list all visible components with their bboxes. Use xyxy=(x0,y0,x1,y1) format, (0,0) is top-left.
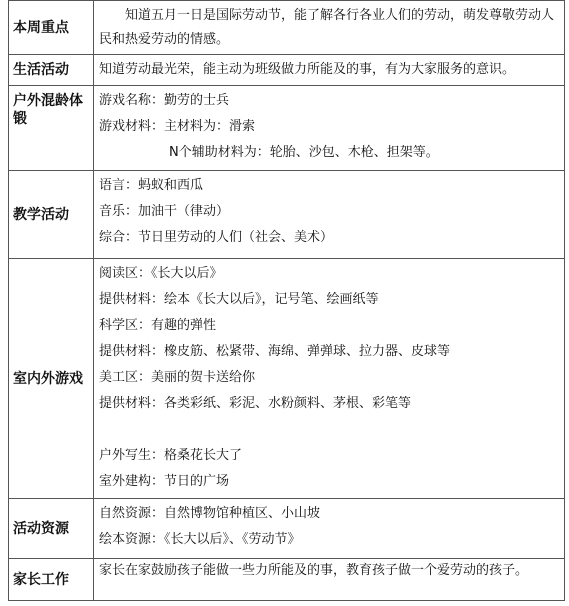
label-teaching: 教学活动 xyxy=(9,171,94,259)
games-blank-line xyxy=(99,417,560,443)
parents-text: 家长在家鼓励孩子能做一些力所能及的事，教育孩子做一个爱劳动的孩子。 xyxy=(99,563,529,578)
games-line-1: 阅读区：《长大以后》 xyxy=(99,266,223,281)
teaching-line-3: 综合：节日里劳动的人们（社会、美术） xyxy=(99,230,334,245)
content-outdoor xyxy=(94,86,565,171)
resources-line-2: 绘本资源：《长大以后》、《劳动节》 xyxy=(99,532,301,547)
row-games xyxy=(9,259,565,499)
row-focus xyxy=(9,1,565,55)
row-teaching xyxy=(9,171,565,259)
content-teaching xyxy=(94,171,565,259)
row-resources xyxy=(9,499,565,559)
content-life xyxy=(94,55,565,86)
games-line-2: 提供材料：绘本《长大以后》，记号笔、绘画纸等 xyxy=(99,292,379,307)
label-life: 生活活动 xyxy=(9,55,94,86)
games-line-5: 美工区：美丽的贺卡送给你 xyxy=(99,370,256,385)
row-outdoor xyxy=(9,86,565,171)
outdoor-line-2: 游戏材料：主材料为：滑索 xyxy=(99,119,256,134)
outdoor-line-1: 游戏名称：勤劳的士兵 xyxy=(99,93,230,108)
label-resources: 活动资源 xyxy=(9,499,94,559)
content-games xyxy=(94,259,565,499)
outdoor-line-3: N个辅助材料为：轮胎、沙包、木枪、担架等。 xyxy=(169,145,439,160)
games-line-8: 室外建构：节日的广场 xyxy=(99,474,230,489)
label-focus: 本周重点 xyxy=(9,1,94,55)
row-life xyxy=(9,55,565,86)
focus-text: 知道五月一日是国际劳动节，能了解各行各业人们的劳动，萌发尊敬劳动人民和热爱劳动的情感。 xyxy=(99,8,555,47)
row-parents xyxy=(9,559,565,601)
content-focus xyxy=(94,1,565,55)
label-games: 室内外游戏 xyxy=(9,259,94,499)
games-line-4: 提供材料：橡皮筋、松紧带、海绵、弹弹球、拉力器、皮球等 xyxy=(99,344,451,359)
games-line-7: 户外写生：格桑花长大了 xyxy=(99,448,243,463)
games-line-3: 科学区：有趣的弹性 xyxy=(99,318,217,333)
life-text: 知道劳动最光荣，能主动为班级做力所能及的事，有为大家服务的意识。 xyxy=(99,62,516,77)
resources-line-1: 自然资源：自然博物馆种植区、小山坡 xyxy=(99,506,321,521)
content-resources xyxy=(94,499,565,559)
teaching-line-1: 语言：蚂蚁和西瓜 xyxy=(99,178,204,193)
label-outdoor: 户外混龄体锻 xyxy=(9,86,94,171)
label-parents: 家长工作 xyxy=(9,559,94,601)
content-parents xyxy=(94,559,565,601)
weekly-plan-table xyxy=(8,0,565,601)
teaching-line-2: 音乐：加油干（律动） xyxy=(99,204,230,219)
games-line-6: 提供材料：各类彩纸、彩泥、水粉颜料、茅根、彩笔等 xyxy=(99,396,412,411)
